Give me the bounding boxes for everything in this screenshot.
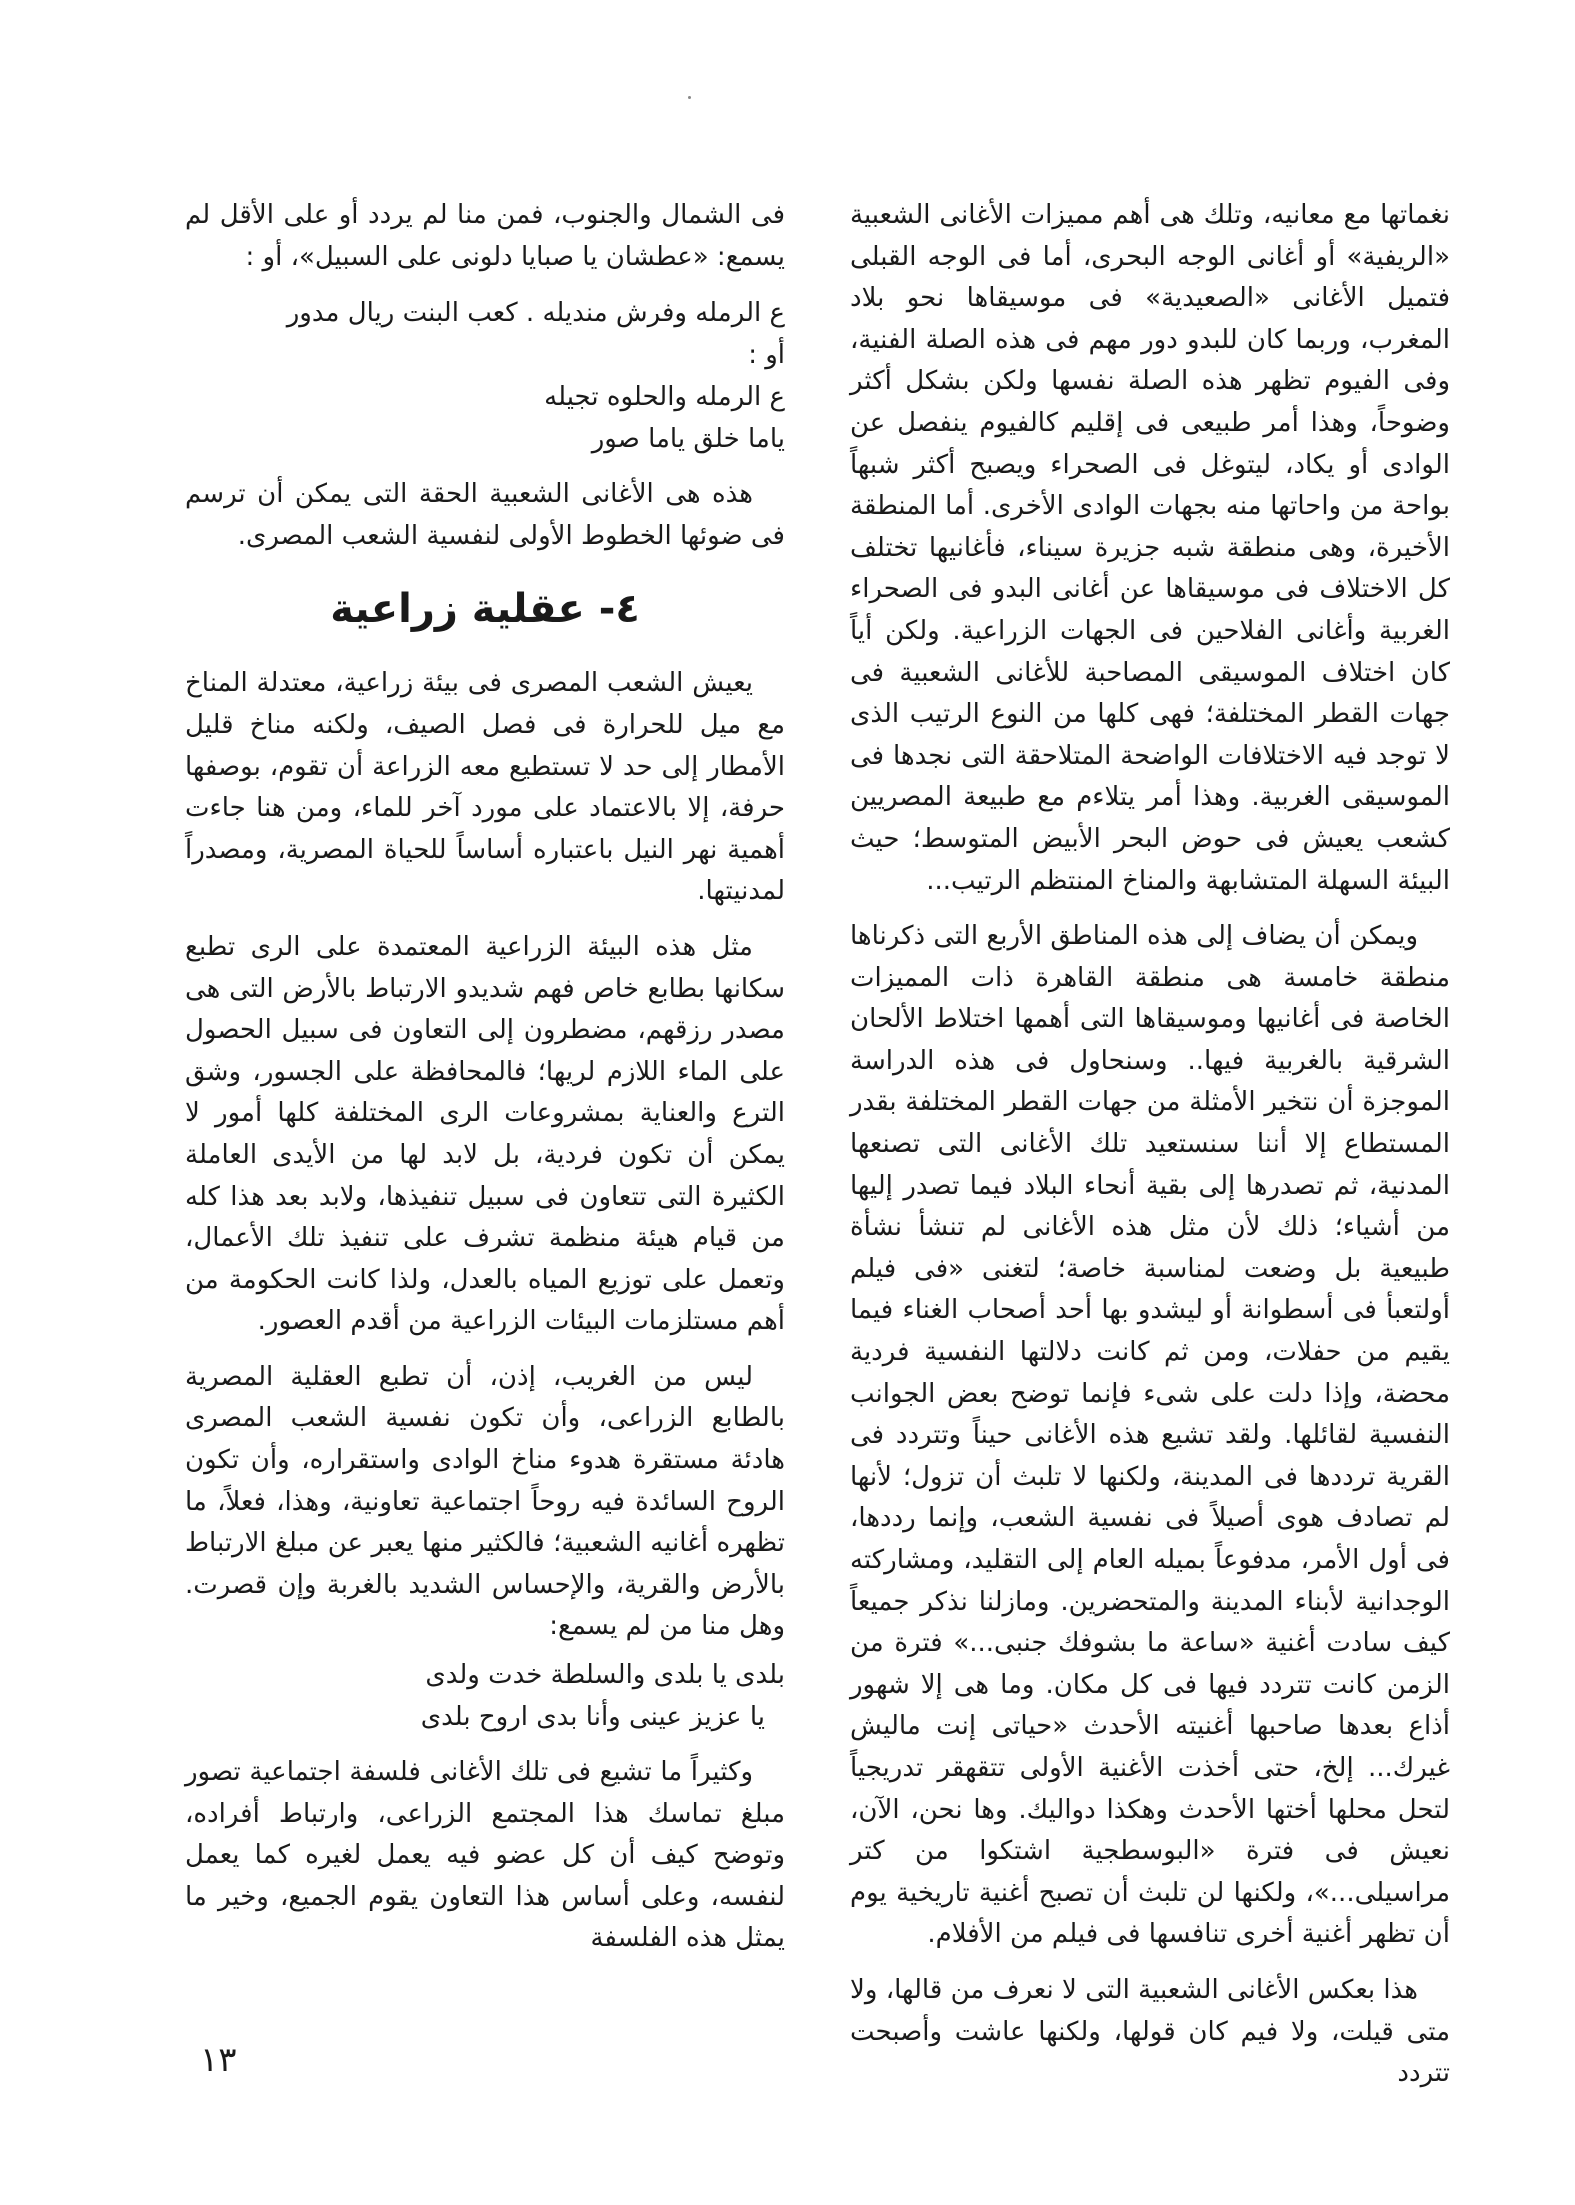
right-paragraph-3: هذا بعكس الأغانى الشعبية التى لا نعرف من قالها، ولا متى قيلت، ولا فيم كان قولها، ولكنها عاشت وأصبحت تتردد xyxy=(850,1974,1450,2089)
right-paragraph-2: ويمكن أن يضاف إلى هذه المناطق الأربع التى ذكرناها منطقة خامسة هى منطقة القاهرة ذات المميزات الخاصة فى أغانيها وموسيقاها التى أهمها اختلاط الألحان الشرقية بالغربية فيها.. وسنحاول فى هذه الدراسة الموجزة أن نتخير الأمثلة من جهات القطر المختلفة بقدر المستطاع إلا أننا سنستعيد تلك الأغانى التى تصنعها المدنية، ثم تصدرها إلى بقية أنحاء البلاد فيما تصدر إليها من أشياء؛ ذلك لأن مثل هذه الأغانى لم تنشأ نشأة طبيعية بل وضعت لمناسبة خاصة؛ لتغنى «فى فيلم أولتعبأ فى أسطوانة أو ليشدو بها أحد أصحاب الغناء فيما يقيم من حفلات، ومن ثم كانت دلالتها النفسية فردية محضة، وإذا دلت على شىء فإنما توضح بعض الجوانب النفسية لقائلها. ولقد تشيع هذه الأغانى حيناً وتتردد فى القرية ترددها فى المدينة، ولكنها لا تلبث أن تزول؛ لأنها لم تصادف هوى أصيلاً فى نفسية الشعب، وإنما رددها، فى أول الأمر، مدفوعاً بميله العام إلى التقليد، ومشاركته الوجدانية لأبناء المدينة والمتحضرين. ومازلنا نذكر جميعاً كيف سادت أغنية «ساعة ما بشوفك جنبى...» فترة من الزمن كانت تتردد فيها فى كل مكان. وما هى إلا شهور أذاع بعدها صاحبها أغنيته الأحدث «حياتى إنت ماليش غيرك... إلخ، حتى أخذت الأغنية الأولى تتقهقر تدريجياً لتحل محلها أختها الأحدث وهكذا دواليك. وها نحن، الآن، نعيش فى فترة «البوسطجية اشتكوا من كتر مراسيلى...»، ولكنها لن تلبث أن تصبح أغنية تاريخية يوم أن تظهر أغنية أخرى تنافسها فى فيلم من الأفلام. xyxy=(850,921,1450,1950)
page-number: ١٣ xyxy=(200,2040,237,2080)
verse-3-line-2: يا عزيز عينى وأنا بدى اروح بلدى xyxy=(420,1702,765,1733)
final-paragraph: وكثيراً ما تشيع فى تلك الأغانى فلسفة اجتماعية تصور مبلغ تماسك هذا المجتمع الزراعى، وارتباط أفراده، وتوضح كيف أن كل عضو فيه يعمل لغيره كما يعمل لنفسه، وعلى أساس هذا التعاون يقوم الجميع، وخير ما يمثل هذه الفلسفة xyxy=(185,1757,785,1954)
or-label: أو : xyxy=(748,340,785,371)
left-column xyxy=(185,195,785,1974)
left-paragraph-1: يعيش الشعب المصرى فى بيئة زراعية، معتدلة المناخ مع ميل للحرارة فى فصل الصيف، ولكنه مناخ قليل الأمطار إلى حد لا تستطيع معه الزراعة أن تقوم، بوصفها حرفة، إلا بالاعتماد على مورد آخر للماء، ومن هنا جاءت أهمية نهر النيل باعتباره أساساً للحياة المصرية، ومصدراً لمدنيتها. xyxy=(185,668,785,907)
right-column xyxy=(850,195,1450,2109)
right-paragraph-1: نغماتها مع معانيه، وتلك هى أهم مميزات الأغانى الشعبية «الريفية» أو أغانى الوجه البحرى، أما فى الوجه القبلى فتميل الأغانى «الصعيدية» فى موسيقاها نحو بلاد المغرب، وربما كان للبدو دور مهم فى هذه الصلة الفنية، وفى الفيوم تظهر هذه الصلة نفسها ولكن بشكل أكثر وضوحاً، وهذا أمر طبيعى فى إقليم كالفيوم ينفصل عن الوادى أو يكاد، ليتوغل فى الصحراء ويصبح أكثر شبهاً بواحة من واحاتها منه بجهات الوادى الأخرى. أما المنطقة الأخيرة، وهى منطقة شبه جزيرة سيناء، فأغانيها تختلف كل الاختلاف فى موسيقاها عن أغانى البدو فى الصحراء الغربية وأغانى الفلاحين فى الجهات الزراعية. ولكن أياً كان اختلاف الموسيقى المصاحبة للأغانى الشعبية فى جهات القطر المختلفة؛ فهى كلها من النوع الرتيب الذى لا توجد فيه الاختلافات الواضحة المتلاحقة التى نجدها فى الموسيقى الغربية. وهذا أمر يتلاءم مع طبيعة المصريين كشعب يعيش فى حوض البحر الأبيض المتوسط؛ حيث البيئة السهلة المتشابهة والمناخ المنتظم الرتيب... xyxy=(850,200,1450,896)
left-paragraph-2: مثل هذه البيئة الزراعية المعتمدة على الرى تطبع سكانها بطابع خاص فهم شديدو الارتباط بالأرض التى هى مصدر رزقهم، مضطرون إلى التعاون فى سبيل الحصول على الماء اللازم لريها؛ فالمحافظة على الجسور، وشق الترع والعناية بمشروعات الرى المختلفة كلها أمور لا يمكن أن تكون فردية، بل لابد لها من الأيدى العاملة الكثيرة التى تتعاون فى سبيل تنفيذها، ولابد بعد هذا كله من قيام هيئة منظمة تشرف على تنفيذ تلك الأعمال، وتعمل على توزيع المياه بالعدل، ولذا كانت الحكومة من أهم مستلزمات البيئات الزراعية من أقدم العصور. xyxy=(185,931,785,1337)
verse-3-line-1: بلدى يا بلدى والسلطة خدت ولدى xyxy=(425,1660,785,1691)
left-paragraph-3: ليس من الغريب، إذن، أن تطبع العقلية المصرية بالطابع الزراعى، وأن تكون نفسية الشعب المصرى هادئة مستقرة هدوء مناخ الوادى واستقراره، وأن تكون الروح السائدة فيه روحاً اجتماعية تعاونية، وهذا، فعلاً، ما تظهره أغانيه الشعبية؛ فالكثير منها يعبر عن مبلغ الارتباط بالأرض والقرية، والإحساس الشديد بالغربة وإن قصرت. وهل منا من لم يسمع: xyxy=(185,1361,785,1642)
scan-speck xyxy=(688,96,691,99)
section-heading: ٤- عقلية زراعية xyxy=(330,586,640,633)
verse-2-line-1: ع الرمله والحلوه تجيله xyxy=(544,382,785,413)
conclusion-paragraph: هذه هى الأغانى الشعبية الحقة التى يمكن أن ترسم فى ضوئها الخطوط الأولى لنفسية الشعب المصرى. xyxy=(185,479,785,551)
verse-2-line-2: ياما خلق ياما صور xyxy=(591,424,785,455)
left-intro: فى الشمال والجنوب، فمن منا لم يردد أو على الأقل لم يسمع: «عطشان يا صبايا دلونى على السبيل»، أو : xyxy=(185,200,785,272)
verse-1: ع الرمله وفرش منديله . كعب البنت ريال مدور xyxy=(286,298,785,329)
